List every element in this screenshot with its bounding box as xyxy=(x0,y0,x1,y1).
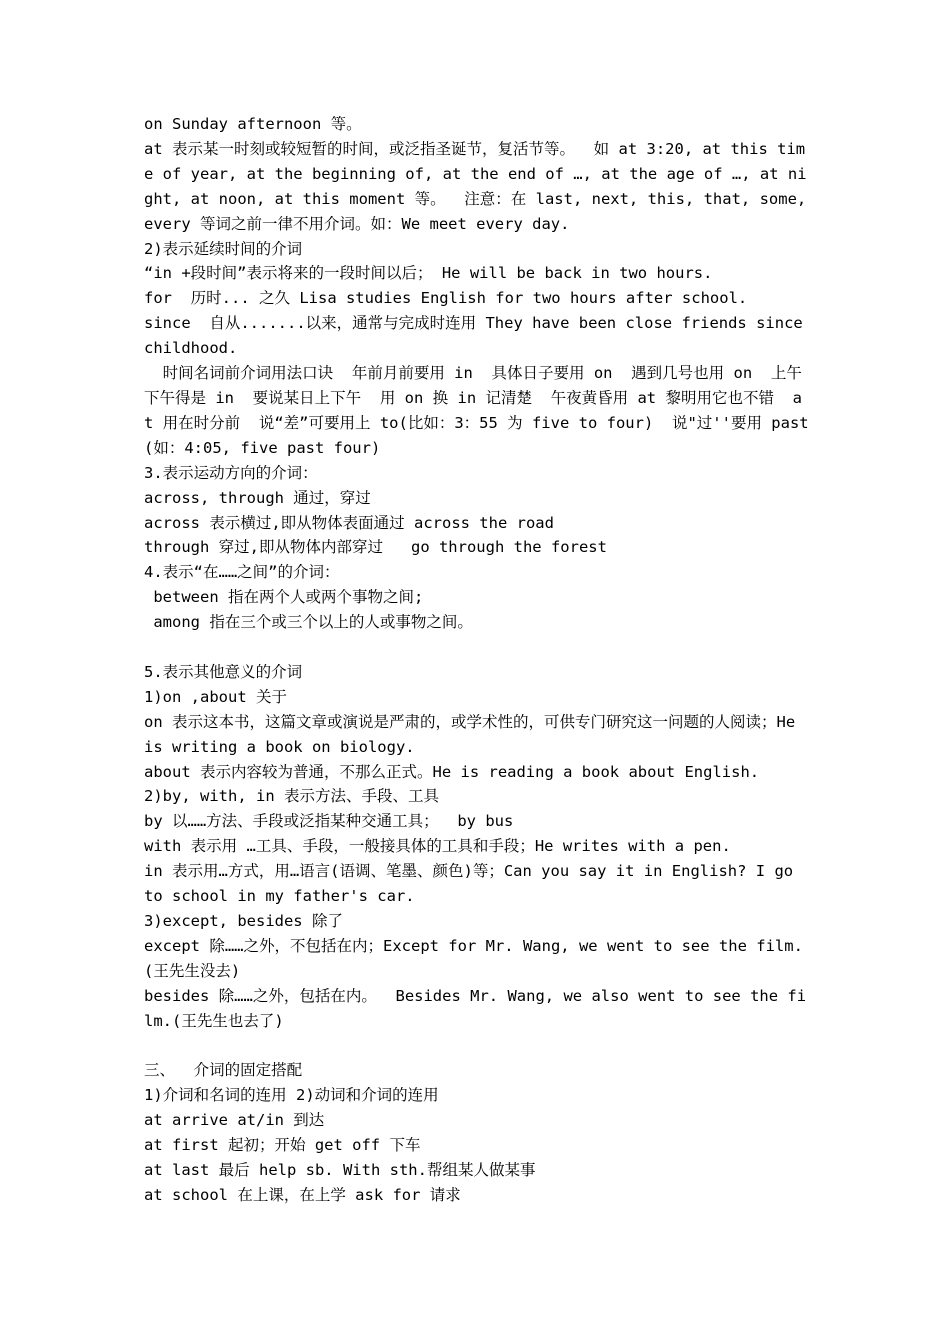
text-line: with 表示用 …工具、手段，一般接具体的工具和手段；He writes with a pen. xyxy=(144,837,731,856)
text-line: since 自从.......以来，通常与完成时连用 They have been close friends since childhood. xyxy=(144,314,813,358)
text-line: on Sunday afternoon 等。 xyxy=(144,115,362,133)
text-line: for 历时... 之久 Lisa studies English for two hours after school. xyxy=(144,289,748,308)
subheading: 1)介词和名词的连用 2)动词和介词的连用 xyxy=(144,1086,439,1105)
text-line: among 指在三个或三个以上的人或事物之间。 xyxy=(144,613,473,632)
text-line: across, through 通过，穿过 xyxy=(144,488,371,507)
text-line: at school 在上课，在上学 ask for 请求 xyxy=(144,1185,461,1204)
text-line: on 表示这本书，这篇文章或演说是严肃的，或学术性的，可供专门研究这一问题的人阅读；He is writing a book on biology. xyxy=(144,712,805,756)
mnemonic-paragraph: 时间名词前介词用法口诀 年前月前要用 in 具体日子要用 on 遇到几号也用 on 上午下午得是 in 要说某日上下午 用 on 换 in 记清楚 午夜黄昏用 at 黎明用它也不错 at 用在时分前 说“差”可要用上 to(比如：3：55 为 five to four) 说"过''要用 past(如：4:05, five past four) xyxy=(144,364,809,457)
subheading: 2)表示延续时间的介词 xyxy=(144,239,303,258)
subheading: 1)on ,about 关于 xyxy=(144,687,287,706)
blank-line xyxy=(144,635,810,660)
subheading: 4.表示“在……之间”的介词： xyxy=(144,563,340,582)
text-line: across 表示横过,即从物体表面通过 across the road xyxy=(144,513,554,532)
text-line: in 表示用…方式，用…语言(语调、笔墨、颜色)等；Can you say it in English? I go to school in my father's car. xyxy=(144,862,803,906)
text-line: at 表示某一时刻或较短暂的时间，或泛指圣诞节，复活节等。 如 at 3:20, at this time of year, at the beginning of, at the end of …, at the age of …, at night, at noon, at this moment 等。 注意：在 last, next, this, that, some, every 等词之前一律不用介词。如：We meet every day. xyxy=(144,139,816,233)
text-line: by 以……方法、手段或泛指某种交通工具； by bus xyxy=(144,812,514,831)
text-line: besides 除……之外，包括在内。 Besides Mr. Wang, we also went to see the film.(王先生也去了) xyxy=(144,986,807,1030)
subheading: 3.表示运动方向的介词： xyxy=(144,463,318,482)
text-line: at arrive at/in 到达 xyxy=(144,1111,325,1130)
text-line: about 表示内容较为普通，不那么正式。He is reading a book about English. xyxy=(144,762,760,781)
text-line: between 指在两个人或两个事物之间; xyxy=(144,588,424,607)
blank-line xyxy=(144,1034,810,1059)
text-line: “in +段时间”表示将来的一段时间以后； He will be back in two hours. xyxy=(144,264,713,283)
subheading: 2)by, with, in 表示方法、手段、工具 xyxy=(144,787,439,806)
text-line: at last 最后 help sb. With sth.帮组某人做某事 xyxy=(144,1161,536,1180)
text-line: through 穿过,即从物体内部穿过 go through the forest xyxy=(144,538,607,557)
document-page xyxy=(144,112,816,1208)
subheading: 5.表示其他意义的介词 xyxy=(144,662,303,681)
text-line: at first 起初；开始 get off 下车 xyxy=(144,1136,421,1155)
section-heading: 三、 介词的固定搭配 xyxy=(144,1061,303,1080)
text-line: except 除……之外，不包括在内；Except for Mr. Wang, we went to see the film.(王先生没去) xyxy=(144,936,803,980)
subheading: 3)except, besides 除了 xyxy=(144,911,343,930)
